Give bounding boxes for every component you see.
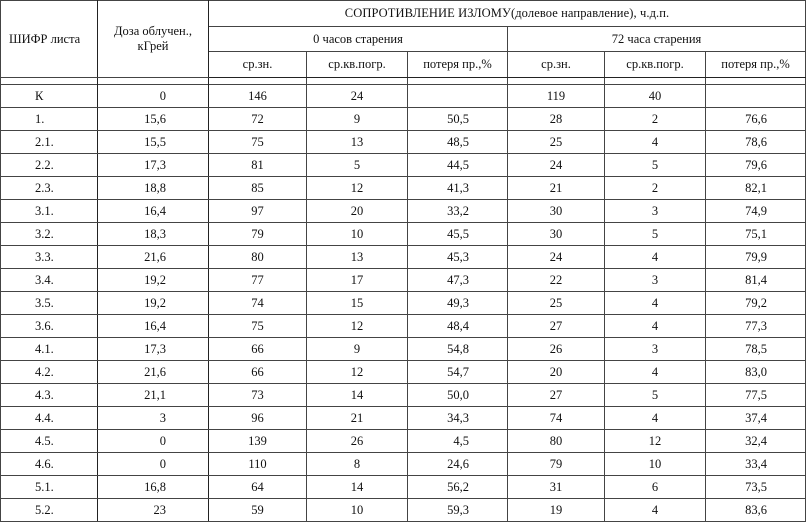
cell-sd-72h: 5 bbox=[605, 384, 706, 407]
cell-sd-72h: 4 bbox=[605, 407, 706, 430]
cell-mean-0h: 97 bbox=[209, 200, 307, 223]
header-sd-72h: ср.кв.погр. bbox=[605, 52, 706, 78]
cell-dose: 16,4 bbox=[98, 200, 209, 223]
cell-loss-0h: 48,4 bbox=[408, 315, 508, 338]
cell-sd-72h: 3 bbox=[605, 338, 706, 361]
table-row bbox=[1, 154, 806, 177]
cell-sd-72h: 10 bbox=[605, 453, 706, 476]
cell-code: 4.6. bbox=[1, 453, 98, 476]
cell-sd-0h: 14 bbox=[307, 476, 408, 499]
table-row bbox=[1, 269, 806, 292]
cell-loss-0h bbox=[408, 85, 508, 108]
cell-dose: 21,6 bbox=[98, 246, 209, 269]
cell-mean-0h: 74 bbox=[209, 292, 307, 315]
cell-mean-0h: 85 bbox=[209, 177, 307, 200]
cell-sd-0h: 9 bbox=[307, 338, 408, 361]
header-cipher: ШИФР листа bbox=[1, 1, 98, 78]
header-mean-72h: ср.зн. bbox=[508, 52, 605, 78]
cell-sd-0h: 12 bbox=[307, 315, 408, 338]
cell-loss-0h: 54,8 bbox=[408, 338, 508, 361]
cell-sd-0h: 8 bbox=[307, 453, 408, 476]
cell-dose: 23 bbox=[98, 499, 209, 522]
cell-sd-72h: 40 bbox=[605, 85, 706, 108]
cell-mean-72h: 30 bbox=[508, 223, 605, 246]
cell-loss-0h: 34,3 bbox=[408, 407, 508, 430]
header-dose bbox=[98, 1, 209, 78]
cell-code: 3.3. bbox=[1, 246, 98, 269]
cell-sd-0h: 9 bbox=[307, 108, 408, 131]
cell-sd-72h: 4 bbox=[605, 315, 706, 338]
cell-mean-72h: 119 bbox=[508, 85, 605, 108]
cell-mean-0h: 75 bbox=[209, 131, 307, 154]
cell-mean-72h: 24 bbox=[508, 246, 605, 269]
cell-loss-72h: 78,6 bbox=[706, 131, 806, 154]
cell-sd-0h: 10 bbox=[307, 499, 408, 522]
cell-loss-72h: 81,4 bbox=[706, 269, 806, 292]
cell-mean-72h: 27 bbox=[508, 315, 605, 338]
table-row bbox=[1, 361, 806, 384]
cell-sd-72h: 4 bbox=[605, 292, 706, 315]
header-group-0h: 0 часов старения bbox=[209, 27, 508, 52]
cell-loss-72h: 73,5 bbox=[706, 476, 806, 499]
cell-code: 4.1. bbox=[1, 338, 98, 361]
cell-code: 2.3. bbox=[1, 177, 98, 200]
cell-sd-72h: 6 bbox=[605, 476, 706, 499]
cell-dose: 19,2 bbox=[98, 292, 209, 315]
cell-mean-72h: 21 bbox=[508, 177, 605, 200]
cell-dose: 0 bbox=[98, 453, 209, 476]
table-row bbox=[1, 131, 806, 154]
cell-loss-72h: 79,9 bbox=[706, 246, 806, 269]
cell-loss-0h: 48,5 bbox=[408, 131, 508, 154]
table-row bbox=[1, 453, 806, 476]
table-row bbox=[1, 499, 806, 522]
cell-mean-0h: 75 bbox=[209, 315, 307, 338]
cell-mean-0h: 72 bbox=[209, 108, 307, 131]
cell-loss-0h: 50,5 bbox=[408, 108, 508, 131]
cell-code: 3.2. bbox=[1, 223, 98, 246]
cell-mean-0h: 66 bbox=[209, 361, 307, 384]
cell-sd-0h: 15 bbox=[307, 292, 408, 315]
cell-mean-72h: 26 bbox=[508, 338, 605, 361]
table-row bbox=[1, 384, 806, 407]
cell-loss-0h: 41,3 bbox=[408, 177, 508, 200]
cell-code: 4.5. bbox=[1, 430, 98, 453]
cell-sd-0h: 26 bbox=[307, 430, 408, 453]
cell-loss-0h: 45,3 bbox=[408, 246, 508, 269]
cell-mean-0h: 66 bbox=[209, 338, 307, 361]
cell-sd-0h: 21 bbox=[307, 407, 408, 430]
cell-dose: 17,3 bbox=[98, 338, 209, 361]
cell-loss-72h: 77,3 bbox=[706, 315, 806, 338]
cell-dose: 21,6 bbox=[98, 361, 209, 384]
cell-mean-0h: 59 bbox=[209, 499, 307, 522]
cell-mean-72h: 25 bbox=[508, 131, 605, 154]
cell-mean-0h: 64 bbox=[209, 476, 307, 499]
cell-sd-72h: 12 bbox=[605, 430, 706, 453]
cell-sd-72h: 4 bbox=[605, 361, 706, 384]
cell-dose: 0 bbox=[98, 430, 209, 453]
table-row bbox=[1, 200, 806, 223]
cell-sd-0h: 10 bbox=[307, 223, 408, 246]
cell-loss-72h: 82,1 bbox=[706, 177, 806, 200]
cell-loss-0h: 54,7 bbox=[408, 361, 508, 384]
cell-loss-72h: 79,2 bbox=[706, 292, 806, 315]
table-row bbox=[1, 476, 806, 499]
cell-dose: 21,1 bbox=[98, 384, 209, 407]
cell-loss-72h: 77,5 bbox=[706, 384, 806, 407]
cell-mean-72h: 80 bbox=[508, 430, 605, 453]
header-loss-0h: потеря пр.,% bbox=[408, 52, 508, 78]
cell-mean-72h: 28 bbox=[508, 108, 605, 131]
cell-code: 5.1. bbox=[1, 476, 98, 499]
cell-loss-0h: 44,5 bbox=[408, 154, 508, 177]
header-dose-line2: кГрей bbox=[137, 39, 169, 53]
cell-loss-0h: 47,3 bbox=[408, 269, 508, 292]
table-row bbox=[1, 315, 806, 338]
cell-loss-0h: 45,5 bbox=[408, 223, 508, 246]
cell-dose: 18,3 bbox=[98, 223, 209, 246]
cell-mean-0h: 81 bbox=[209, 154, 307, 177]
cell-code: 5.2. bbox=[1, 499, 98, 522]
cell-loss-72h: 79,6 bbox=[706, 154, 806, 177]
cell-loss-0h: 33,2 bbox=[408, 200, 508, 223]
cell-loss-72h: 83,6 bbox=[706, 499, 806, 522]
cell-sd-72h: 3 bbox=[605, 269, 706, 292]
cell-dose: 0 bbox=[98, 85, 209, 108]
cell-mean-0h: 146 bbox=[209, 85, 307, 108]
cell-dose: 17,3 bbox=[98, 154, 209, 177]
cell-sd-72h: 5 bbox=[605, 223, 706, 246]
table-row bbox=[1, 223, 806, 246]
cell-sd-0h: 17 bbox=[307, 269, 408, 292]
cell-mean-72h: 30 bbox=[508, 200, 605, 223]
header-sd-0h: ср.кв.погр. bbox=[307, 52, 408, 78]
table-row bbox=[1, 338, 806, 361]
table-row bbox=[1, 246, 806, 269]
cell-mean-0h: 79 bbox=[209, 223, 307, 246]
cell-mean-72h: 74 bbox=[508, 407, 605, 430]
cell-mean-0h: 77 bbox=[209, 269, 307, 292]
cell-code: 2.2. bbox=[1, 154, 98, 177]
cell-loss-0h: 24,6 bbox=[408, 453, 508, 476]
cell-dose: 18,8 bbox=[98, 177, 209, 200]
cell-sd-72h: 4 bbox=[605, 246, 706, 269]
table-row bbox=[1, 407, 806, 430]
cell-sd-72h: 2 bbox=[605, 108, 706, 131]
cell-loss-0h: 56,2 bbox=[408, 476, 508, 499]
cell-mean-0h: 139 bbox=[209, 430, 307, 453]
cell-loss-72h: 78,5 bbox=[706, 338, 806, 361]
cell-mean-72h: 79 bbox=[508, 453, 605, 476]
cell-code: 3.4. bbox=[1, 269, 98, 292]
cell-sd-72h: 4 bbox=[605, 499, 706, 522]
cell-loss-0h: 59,3 bbox=[408, 499, 508, 522]
cell-sd-0h: 5 bbox=[307, 154, 408, 177]
header-main-title: СОПРОТИВЛЕНИЕ ИЗЛОМУ(долевое направление), ч.д.п. bbox=[209, 1, 806, 27]
cell-mean-0h: 80 bbox=[209, 246, 307, 269]
cell-sd-72h: 4 bbox=[605, 131, 706, 154]
cell-mean-72h: 25 bbox=[508, 292, 605, 315]
cell-loss-72h: 32,4 bbox=[706, 430, 806, 453]
cell-loss-72h: 33,4 bbox=[706, 453, 806, 476]
cell-sd-0h: 14 bbox=[307, 384, 408, 407]
cell-mean-72h: 24 bbox=[508, 154, 605, 177]
cell-code: 3.1. bbox=[1, 200, 98, 223]
cell-sd-72h: 2 bbox=[605, 177, 706, 200]
cell-dose: 16,8 bbox=[98, 476, 209, 499]
header-spacer bbox=[1, 78, 806, 85]
table-row bbox=[1, 108, 806, 131]
cell-loss-72h: 74,9 bbox=[706, 200, 806, 223]
cell-code: 4.2. bbox=[1, 361, 98, 384]
table-row bbox=[1, 177, 806, 200]
cell-dose: 3 bbox=[98, 407, 209, 430]
cell-sd-0h: 12 bbox=[307, 361, 408, 384]
cell-loss-72h: 75,1 bbox=[706, 223, 806, 246]
cell-mean-0h: 73 bbox=[209, 384, 307, 407]
cell-dose: 16,4 bbox=[98, 315, 209, 338]
cell-code: 4.4. bbox=[1, 407, 98, 430]
cell-sd-0h: 13 bbox=[307, 131, 408, 154]
header-loss-72h: потеря пр.,% bbox=[706, 52, 806, 78]
cell-dose: 15,6 bbox=[98, 108, 209, 131]
cell-loss-72h bbox=[706, 85, 806, 108]
cell-dose: 15,5 bbox=[98, 131, 209, 154]
cell-mean-72h: 27 bbox=[508, 384, 605, 407]
cell-sd-0h: 24 bbox=[307, 85, 408, 108]
cell-code: 1. bbox=[1, 108, 98, 131]
cell-mean-72h: 19 bbox=[508, 499, 605, 522]
cell-code: 2.1. bbox=[1, 131, 98, 154]
cell-code: 3.6. bbox=[1, 315, 98, 338]
header-mean-0h: ср.зн. bbox=[209, 52, 307, 78]
cell-mean-72h: 31 bbox=[508, 476, 605, 499]
header-group-72h: 72 часа старения bbox=[508, 27, 806, 52]
table-body bbox=[1, 78, 806, 522]
table-row bbox=[1, 430, 806, 453]
cell-loss-72h: 37,4 bbox=[706, 407, 806, 430]
cell-code: 4.3. bbox=[1, 384, 98, 407]
cell-sd-72h: 5 bbox=[605, 154, 706, 177]
cell-sd-0h: 13 bbox=[307, 246, 408, 269]
cell-dose: 19,2 bbox=[98, 269, 209, 292]
cell-code: 3.5. bbox=[1, 292, 98, 315]
header-dose-line1: Доза облучен., bbox=[114, 24, 192, 38]
cell-loss-0h: 50,0 bbox=[408, 384, 508, 407]
cell-mean-0h: 96 bbox=[209, 407, 307, 430]
cell-sd-0h: 20 bbox=[307, 200, 408, 223]
cell-mean-0h: 110 bbox=[209, 453, 307, 476]
cell-loss-0h: 4,5 bbox=[408, 430, 508, 453]
cell-sd-72h: 3 bbox=[605, 200, 706, 223]
cell-code: К bbox=[1, 85, 98, 108]
cell-loss-0h: 49,3 bbox=[408, 292, 508, 315]
cell-sd-0h: 12 bbox=[307, 177, 408, 200]
cell-mean-72h: 20 bbox=[508, 361, 605, 384]
cell-loss-72h: 76,6 bbox=[706, 108, 806, 131]
table-row bbox=[1, 85, 806, 108]
cell-loss-72h: 83,0 bbox=[706, 361, 806, 384]
table-row bbox=[1, 292, 806, 315]
cell-mean-72h: 22 bbox=[508, 269, 605, 292]
